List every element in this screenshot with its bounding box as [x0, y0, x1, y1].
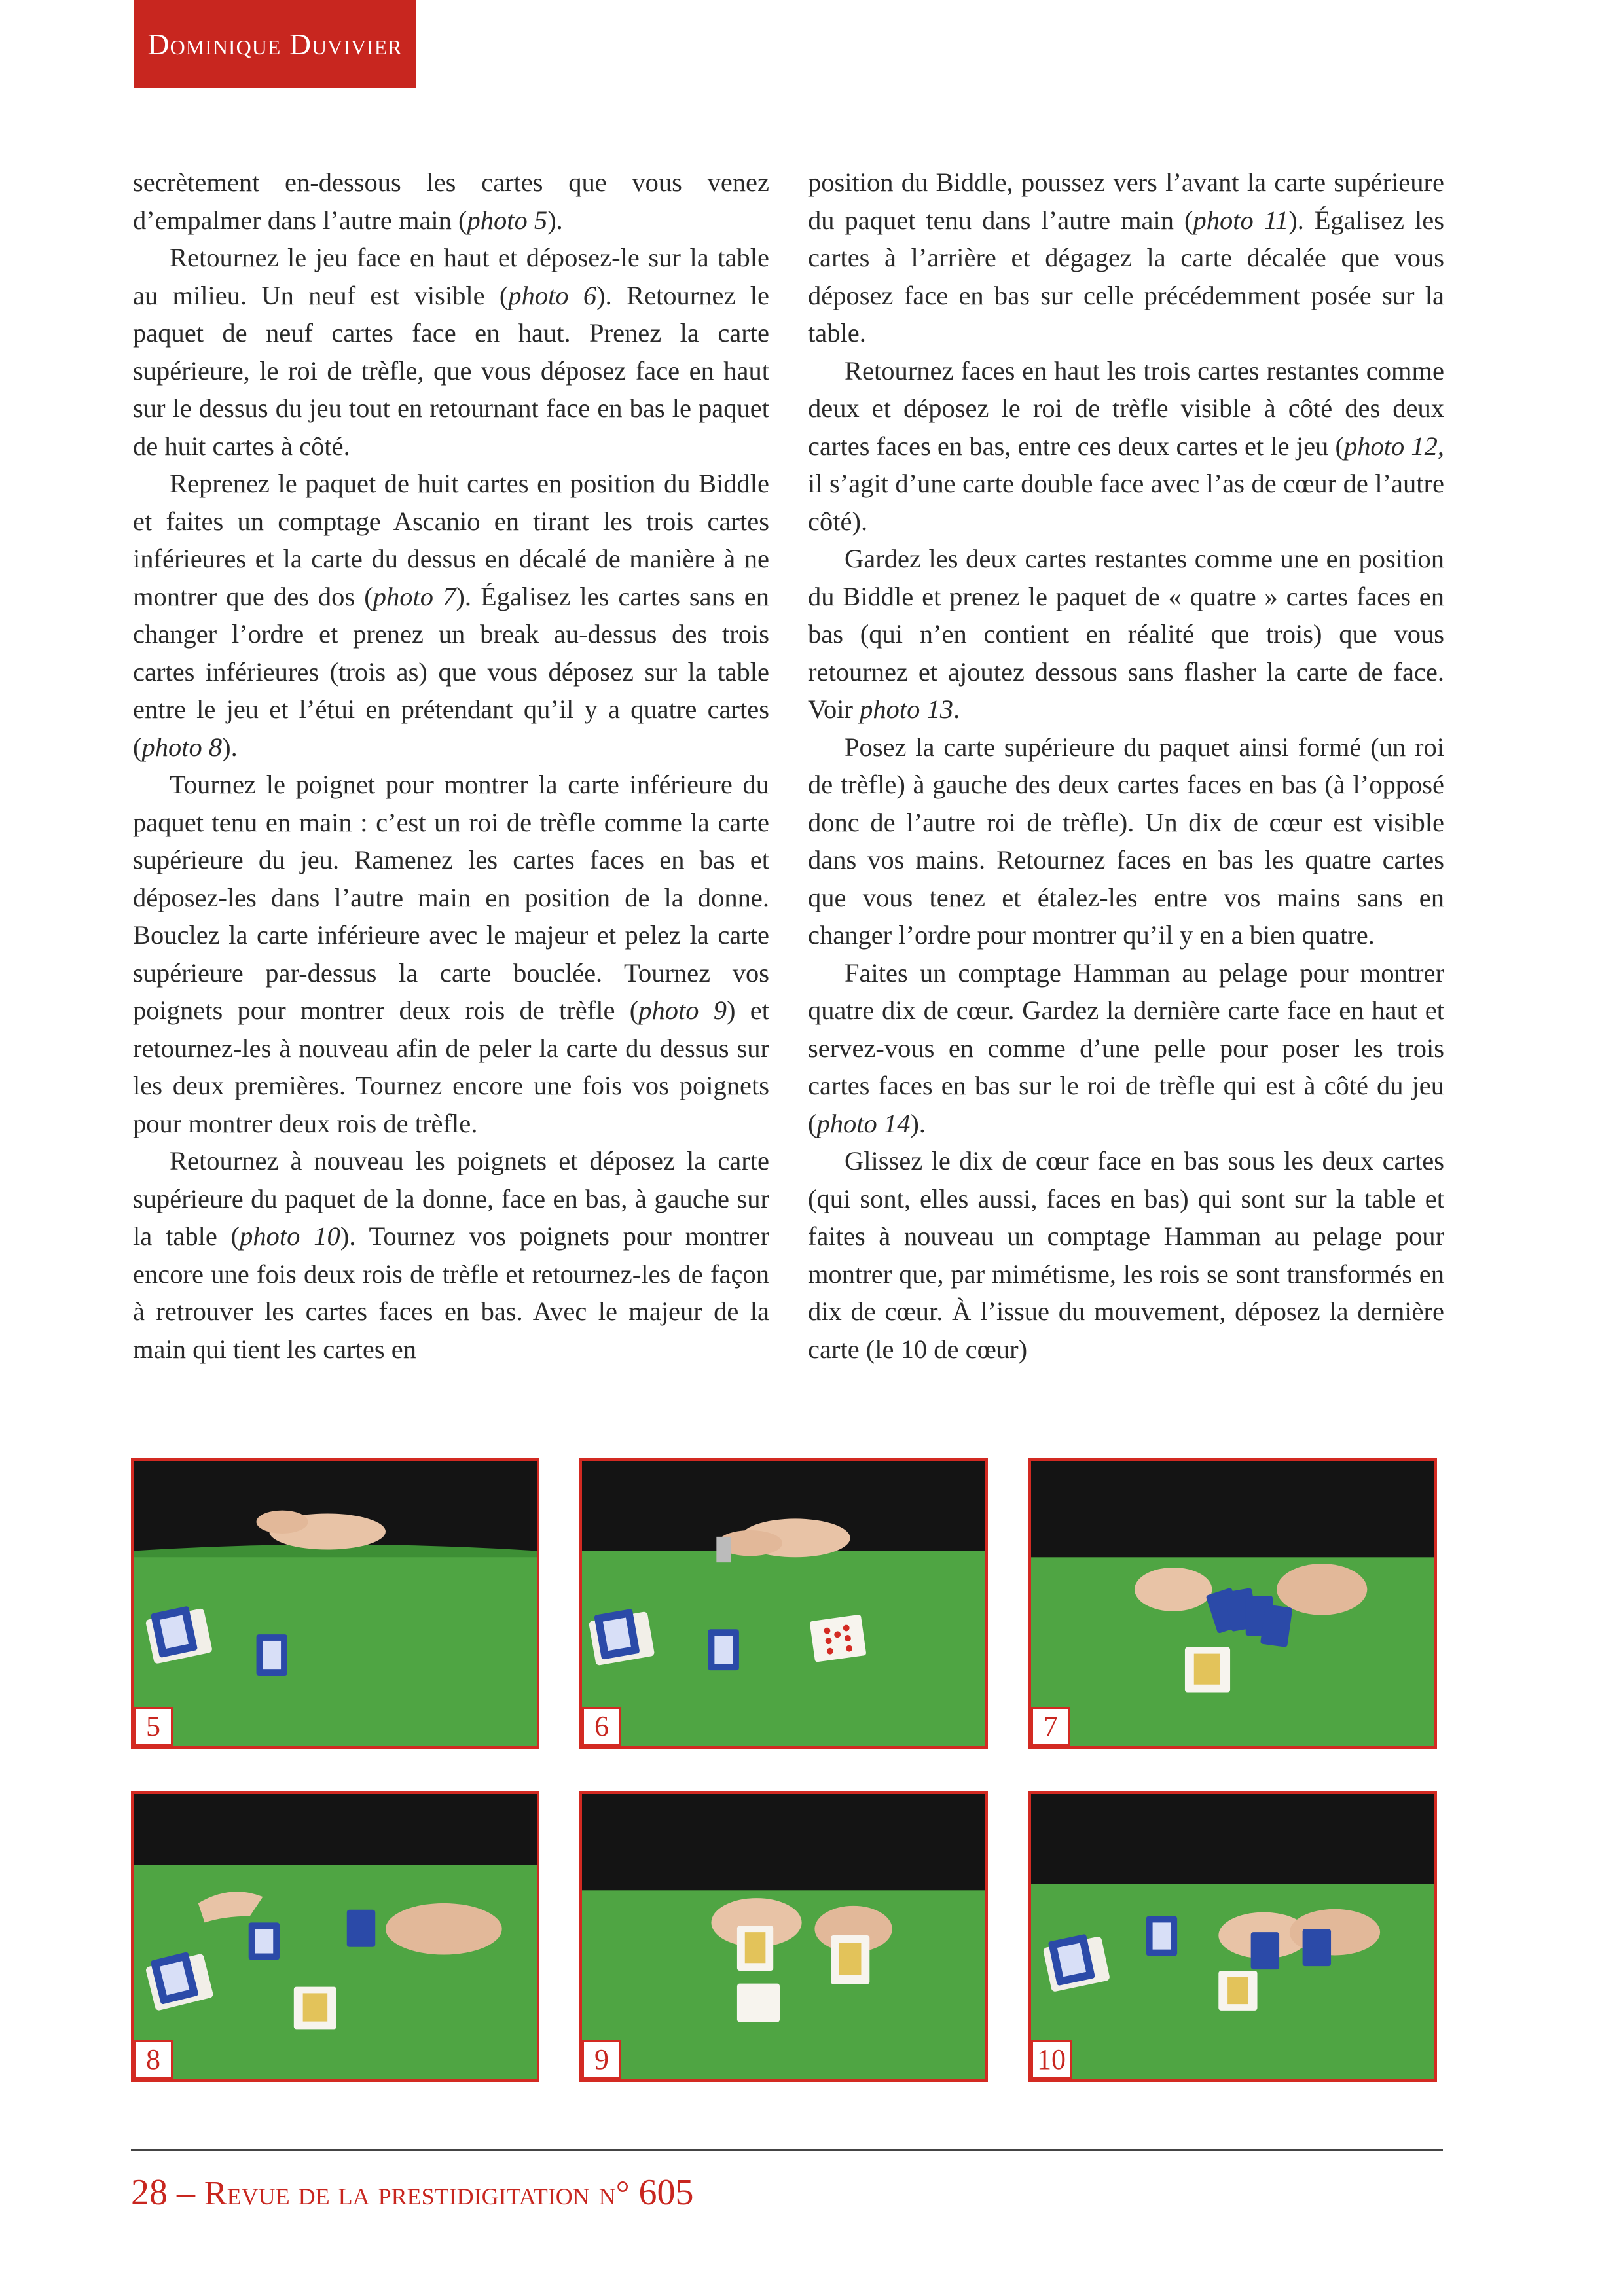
photo-number: 5 [134, 1707, 173, 1746]
paragraph-text: ). Retournez le paquet de neuf cartes face en haut. Prenez la carte supérieure, le roi de trèfle, que vous déposez face en haut sur le dessus du jeu tout en retournant face en bas le paquet de huit cartes à côté. [133, 280, 769, 461]
photo-6-image [582, 1461, 985, 1746]
paragraph [133, 465, 769, 766]
author-header: Dominique Duvivier [134, 0, 416, 88]
paragraph-text: Faites un comptage Hamman au pelage pour montrer quatre dix de cœur. Gardez la dernière carte face en haut et servez-vous en comme d’une pelle pour poser les trois cartes faces en bas sur le roi de trèfle qui est à côté du jeu ( [808, 958, 1444, 1138]
paragraph-text: secrètement en-dessous les cartes que vous venez d’empalmer dans l’autre main ( [133, 168, 769, 235]
photo-number: 7 [1031, 1707, 1070, 1746]
paragraph [808, 352, 1444, 541]
photo-number: 10 [1031, 2040, 1072, 2079]
photo-9-image [582, 1794, 985, 2079]
photo-reference: photo 14 [816, 1108, 911, 1138]
photo-8 [131, 1791, 539, 2082]
issue-number: 605 [638, 2172, 694, 2213]
paragraph [808, 728, 1444, 954]
magazine-title: Revue de la prestidigitation [204, 2175, 590, 2212]
paragraph-text: position du Biddle, poussez vers l’avant la carte supérieure du paquet tenu dans l’autre main ( [808, 168, 1444, 235]
paragraph-text: Posez la carte supérieure du paquet ainsi formé (un roi de trèfle) à gauche des deux cartes faces en bas (à l’opposé donc de l’autre roi de trèfle). Un dix de cœur est visible dans vos mains. Retournez faces en bas les quatre cartes que vous tenez et étalez-les entre vos mains sans en changer l’ordre pour montrer qu’il y en a bien quatre. [808, 732, 1444, 950]
paragraph [133, 1142, 769, 1368]
paragraph [808, 164, 1444, 352]
photo-reference: photo 13 [860, 694, 954, 724]
photo-7 [1028, 1458, 1437, 1749]
paragraph-text: Tournez le poignet pour montrer la carte inférieure du paquet tenu en main : c’est un roi de trèfle comme la carte supérieure du jeu. Ramenez les cartes faces en bas et déposez-les dans l’autre main en position de la donne. Bouclez la carte inférieure avec le majeur et pelez la carte supérieure par-dessus la carte bouclée. Tournez vos poignets pour montrer deux rois de trèfle ( [133, 770, 769, 1025]
photo-number: 8 [134, 2040, 173, 2079]
paragraph [133, 766, 769, 1142]
paragraph [808, 954, 1444, 1143]
footer-divider [131, 2149, 1443, 2151]
paragraph-text: Gardez les deux cartes restantes comme une en position du Biddle et prenez le paquet de « quatre » cartes faces en bas (qui n’en contient en réalité que trois) que vous retournez et ajoutez dessous sans flasher la carte de face. Voir [808, 544, 1444, 724]
paragraph [808, 540, 1444, 728]
photo-reference: photo 7 [373, 581, 456, 611]
paragraph-text: ). Égalisez les cartes à l’arrière et dégagez la carte décalée que vous déposez face en bas sur celle précédemment posée sur la table. [808, 205, 1444, 348]
photo-9 [579, 1791, 988, 2082]
photo-10-image [1031, 1794, 1434, 2079]
left-column [133, 164, 769, 1368]
photo-5 [131, 1458, 539, 1749]
photo-5-image [134, 1461, 537, 1746]
paragraph-text: ). [547, 205, 563, 235]
photo-8-image [134, 1794, 537, 2079]
photo-reference: photo 6 [508, 280, 597, 310]
paragraph-text: ). Tournez vos poignets pour montrer encore une fois deux rois de trèfle et retournez-les de façon à retrouver les cartes faces en bas. Avec le majeur de la main qui tient les cartes en [133, 1221, 769, 1364]
paragraph-text: Glissez le dix de cœur face en bas sous les deux cartes (qui sont, elles aussi, faces en bas) qui sont sur la table et faites à nouveau un comptage Hamman au pelage pour montrer que, par mimétisme, les rois se sont transformés en dix de cœur. À l’issue du mouvement, déposez la dernière carte (le 10 de cœur) [808, 1146, 1444, 1364]
photo-number: 6 [582, 1707, 621, 1746]
paragraph-text: Reprenez le paquet de huit cartes en position du Biddle et faites un comptage Ascanio en tirant les trois cartes inférieures et la carte du dessus en décalé de manière à ne montrer que des dos ( [133, 469, 769, 611]
paragraph-text: . [953, 694, 960, 724]
photo-7-image [1031, 1461, 1434, 1746]
paragraph [808, 1142, 1444, 1368]
photo-reference: photo 8 [141, 732, 223, 762]
photo-reference: photo 5 [467, 205, 548, 235]
photo-reference: photo 9 [638, 996, 727, 1025]
paragraph [133, 164, 769, 239]
paragraph-text: ) et retournez-les à nouveau afin de peler la carte du dessus sur les deux premières. Tournez encore une fois vos poignets pour montrer deux rois de trèfle. [133, 996, 769, 1138]
photo-reference: photo 10 [240, 1221, 340, 1251]
footer-dash: – [177, 2172, 195, 2213]
paragraph-text: Retournez à nouveau les poignets et déposez la carte supérieure du paquet de la donne, face en bas, à gauche sur la table ( [133, 1146, 769, 1251]
photo-6 [579, 1458, 988, 1749]
paragraph-text: ). [222, 732, 238, 762]
paragraph-text: Retournez faces en haut les trois cartes restantes comme deux et déposez le roi de trèfle visible à côté des deux cartes faces en bas, entre ces deux cartes et le jeu ( [808, 355, 1444, 461]
photo-number: 9 [582, 2040, 621, 2079]
right-column [808, 164, 1444, 1368]
paragraph-text: , il s’agit d’une carte double face avec l’as de cœur de l’autre côté). [808, 431, 1444, 536]
paragraph-text: ). Égalisez les cartes sans en changer l’ordre et prenez un break au-dessus des trois cartes inférieures (trois as) que vous déposez sur la table entre le jeu et l’étui en prétendant qu’il y a quatre cartes ( [133, 581, 769, 762]
page-number: 28 [131, 2172, 168, 2213]
photo-10 [1028, 1791, 1437, 2082]
page-footer [131, 2172, 694, 2214]
photo-reference: photo 11 [1193, 205, 1289, 235]
paragraph-text: Retournez le jeu face en haut et déposez-le sur la table au milieu. Un neuf est visible ( [133, 243, 769, 310]
paragraph-text: ). [910, 1108, 926, 1138]
paragraph [133, 239, 769, 465]
issue-prefix: n° [598, 2175, 630, 2212]
photo-reference: photo 12 [1343, 431, 1438, 461]
